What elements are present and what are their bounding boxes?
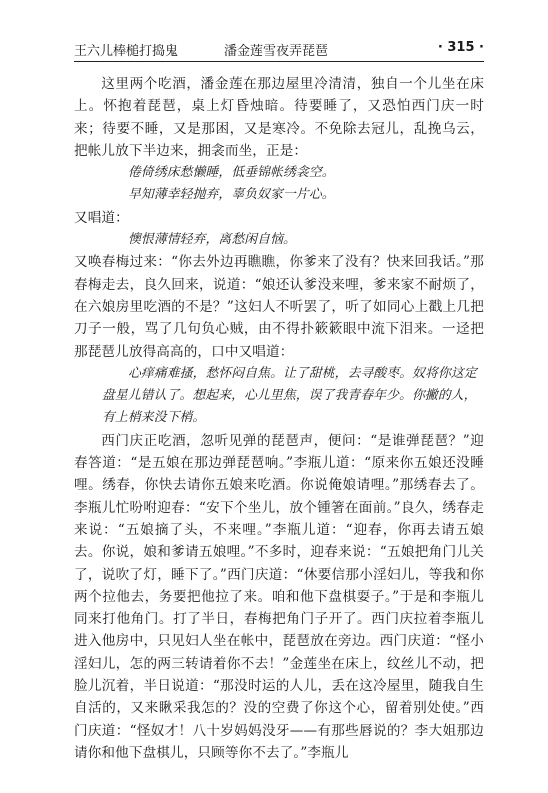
body-text xyxy=(74,73,484,764)
verse-2: 懊恨薄情轻弃，离愁闲自恼。 xyxy=(128,232,296,248)
paragraph-2: 又唱道： xyxy=(74,209,129,226)
header-rule xyxy=(74,61,484,62)
page-number: · 315 · xyxy=(437,40,484,55)
verse-1-line-2: 早知薄幸轻抛弃，辜负奴家一片心。 xyxy=(128,187,335,203)
verse-3 xyxy=(74,363,484,430)
verse-1-line-1: 倦倚绣床愁懒睡，低垂锦帐绣衾空。 xyxy=(128,165,335,181)
paragraph-4: 西门庆正吃酒，忽听见弹的琵琶声，便问：“是谁弹琵琶？”迎春答道：“是五娘在那边弹琵琶响。”李瓶儿道：“原来你五娘还没睡哩。绣春，你快去请你五娘来吃酒。你说俺娘请哩。”那绣春去了。李瓶儿忙吩咐迎春：“安下个坐儿，放个锺箸在面前。”良久，绣春走来说：“五娘摘了头，不来哩。”李瓶儿道：“迎春，你再去请五娘去。你说，娘和爹请五娘哩。”不多时，迎春来说：“五娘把角门儿关了，说吹了灯，睡下了。”西门庆道：“休要信那小淫妇儿，等我和你两个拉他去，务要把他拉了来。咱和他下盘棋耍子。”于是和李瓶儿同来打他角门。打了半日，春梅把角门子开了。西门庆拉着李瓶儿进入他房中，只见妇人坐在帐中，琵琶放在旁边。西门庆道：“怪小淫妇儿，怎的两三转请着你不去！”金莲坐在床上，纹丝儿不动，把脸儿沉着，半日说道：“那没时运的人儿，丢在这冷屋里，随我自生自活的，又来瞅采我怎的？没的空费了你这个心，留着别处使。”西门庆道：“怪奴才！八十岁妈妈没牙——有那些唇说的？李大姐那边请你和他下盘棋儿，只顾等你不去了。”李瓶儿 xyxy=(74,432,484,761)
running-header xyxy=(74,40,484,60)
paragraph-3: 又唤春梅过来：“你去外边再瞧瞧，你爹来了没有？快来回我话。”那春梅走去，良久回来，说道：“娘还认爹没来哩，爹来家不耐烦了，在六娘房里吃酒的不是？”这妇人不听罢了，听了如同心上戳上几把刀子一般，骂了几句负心贼，由不得扑簌簌眼中流下泪来。一迳把那琵琶儿放得高高的，口中又唱道： xyxy=(74,254,484,360)
paragraph-1: 这里两个吃酒，潘金莲在那边屋里冷清清，独自一个儿坐在床上。怀抱着琵琶，桌上灯昏烛暗。待要睡了，又恐怕西门庆一时来；待要不睡，又是那困，又是寒冷。不免除去冠儿，乱挽乌云，把帐儿放下半边来，拥衾而坐，正是： xyxy=(74,76,484,159)
verse-3-line-3: 有上梢来没下梢。 xyxy=(102,410,206,426)
verse-3-line-1: 心痒痛难搔，愁怀闷自焦。让了甜桃，去寻酸枣。奴将你这定 xyxy=(128,365,477,381)
verse-3-line-2: 盘星儿错认了。想起来，心儿里焦，误了我青春年少。你撇的人， xyxy=(102,388,477,404)
chapter-title-left: 王六儿棒槌打捣鬼 xyxy=(74,44,179,59)
chapter-title-right: 潘金莲雪夜弄琵琶 xyxy=(224,44,329,59)
